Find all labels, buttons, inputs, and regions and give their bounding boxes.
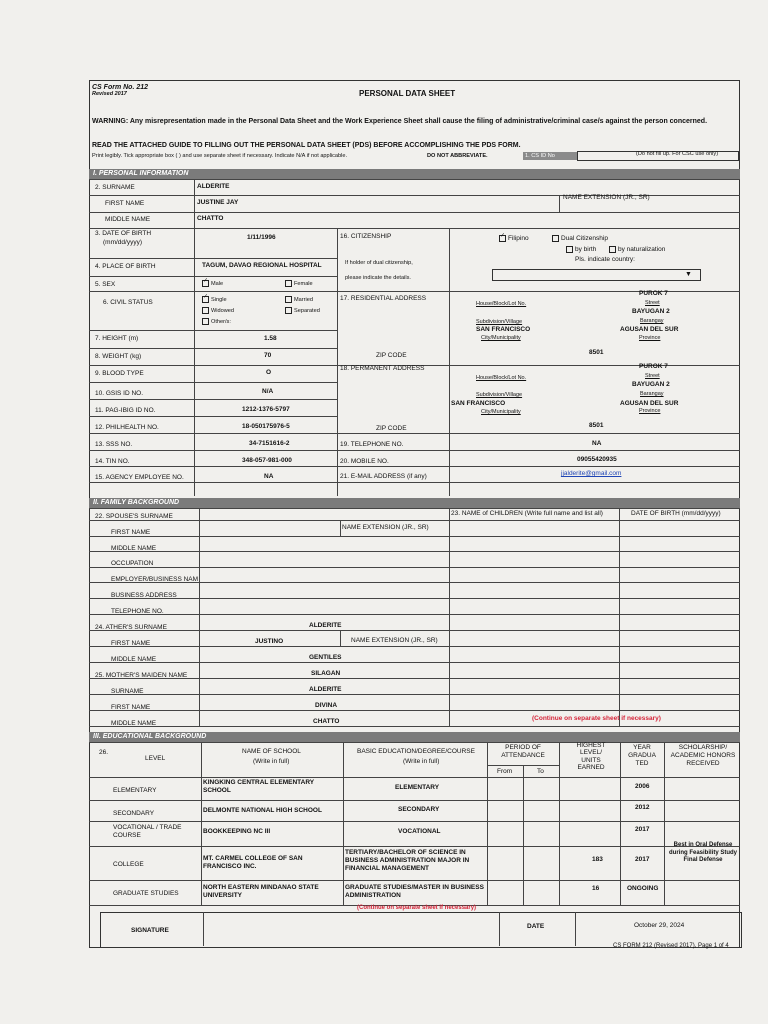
perm-house-value[interactable]: PUROK 7 <box>639 363 668 370</box>
edu-continue-note: (Continue on separate sheet if necessary) <box>357 905 477 911</box>
employer-label: EMPLOYER/BUSINESS NAM <box>111 576 199 583</box>
edu-number: 26. <box>99 749 109 756</box>
father-name-ext-label: NAME EXTENSION (JR., SR) <box>351 637 438 644</box>
spouse-telephone-label: TELEPHONE NO. <box>111 608 164 615</box>
section-educational-background: III. EDUCATIONAL BACKGROUND <box>89 732 740 742</box>
email-label: 21. E-MAIL ADDRESS (if any) <box>340 473 427 480</box>
mother-middle-name-value[interactable]: CHATTO <box>313 718 340 725</box>
by-naturalization-checkbox[interactable] <box>609 246 616 253</box>
mobile-label: 20. MOBILE NO. <box>340 458 389 465</box>
edu-level: ELEMENTARY <box>113 787 157 794</box>
married-checkbox[interactable] <box>285 296 292 303</box>
form-revised: Revised 2017 <box>92 91 127 97</box>
by-birth-checkbox[interactable] <box>566 246 573 253</box>
dob-format: (mm/dd/yyyy) <box>103 239 142 246</box>
weight-label: 8. WEIGHT (kg) <box>95 353 142 360</box>
sss-label: 13. SSS NO. <box>95 441 133 448</box>
edu-school[interactable]: DELMONTE NATIONAL HIGH SCHOOL <box>203 807 322 814</box>
perm-zip-label: ZIP CODE <box>376 425 407 432</box>
tin-label: 14. TIN NO. <box>95 458 130 465</box>
separated-option[interactable]: Separated <box>285 307 320 315</box>
business-address-label: BUSINESS ADDRESS <box>111 592 177 599</box>
year-graduated-header: YEAR GRADUA TED <box>628 744 656 767</box>
gsis-label: 10. GSIS ID NO. <box>95 390 144 397</box>
no-abbrev: DO NOT ABBREVIATE. <box>427 153 488 159</box>
gsis-value[interactable]: N/A <box>262 388 274 395</box>
first-name-label: FIRST NAME <box>105 200 145 207</box>
res-city-value[interactable]: AGUSAN DEL SUR <box>620 326 679 333</box>
occupation-label: OCCUPATION <box>111 560 154 567</box>
edu-level: SECONDARY <box>113 810 155 817</box>
section-family-background: II. FAMILY BACKGROUND <box>89 498 740 508</box>
height-label: 7. HEIGHT (m) <box>95 335 139 342</box>
dual-note-1: If holder of dual citizenship, <box>345 260 413 266</box>
section-personal-information: I. PERSONAL INFORMATION <box>89 169 740 179</box>
edu-school[interactable]: NORTH EASTERN MINDANAO STATE UNIVERSITY <box>203 884 319 899</box>
philhealth-value[interactable]: 18-050175976-5 <box>242 423 290 430</box>
period-header: PERIOD OF ATTENDANCE <box>501 744 545 759</box>
edu-course[interactable]: SECONDARY <box>398 806 440 813</box>
dual-note-2: please indicate the details. <box>345 275 411 281</box>
course-header-note: (Write in full) <box>403 758 440 765</box>
city-sublabel: City/Municipality <box>481 335 521 341</box>
children-dob-label: DATE OF BIRTH (mm/dd/yyyy) <box>631 510 721 517</box>
dob-label: 3. DATE OF BIRTH <box>95 230 152 237</box>
mother-surname-label: SURNAME <box>111 688 144 695</box>
edu-level: COLLEGE <box>113 861 144 868</box>
father-first-name-label: FIRST NAME <box>111 640 151 647</box>
school-header: NAME OF SCHOOL <box>242 748 301 755</box>
male-option[interactable]: ✓ Male <box>202 280 223 288</box>
mother-surname-value[interactable]: ALDERITE <box>309 686 342 693</box>
middle-name-label: MIDDLE NAME <box>105 216 151 223</box>
filipino-option[interactable]: ✓ Filipino <box>499 235 529 243</box>
date-value[interactable]: October 29, 2024 <box>634 922 685 929</box>
edu-school[interactable]: BOOKKEEPING NC III <box>203 828 271 835</box>
mother-maiden-label: 25. MOTHER'S MAIDEN NAME <box>95 672 188 679</box>
perm-city-value[interactable]: AGUSAN DEL SUR <box>620 400 679 407</box>
to-header: To <box>537 768 544 775</box>
father-first-name-value[interactable]: JUSTINO <box>255 638 284 645</box>
father-surname-label: 24. ATHER'S SURNAME <box>95 624 167 631</box>
perm-city-sublabel: City/Municipality <box>481 409 521 415</box>
perm-subdivision-sublabel: Subdivision/Village <box>476 392 523 398</box>
house-sublabel: House/Block/Lot No. <box>476 301 527 307</box>
edu-school[interactable]: MT. CARMEL COLLEGE OF SAN FRANCISCO INC. <box>203 855 303 870</box>
married-option[interactable]: Married <box>285 296 313 304</box>
telephone-label: 19. TELEPHONE NO. <box>340 441 404 448</box>
edu-course[interactable]: VOCATIONAL <box>398 828 441 835</box>
subdivision-sublabel: Subdivision/Village <box>476 319 523 325</box>
separated-checkbox[interactable] <box>285 307 292 314</box>
philhealth-label: 12. PHILHEALTH NO. <box>95 424 159 431</box>
sss-value[interactable]: 34-7151616-2 <box>249 440 290 447</box>
perm-street-sublabel: Street <box>645 373 660 379</box>
edu-course[interactable]: ELEMENTARY <box>395 784 440 791</box>
signature-field[interactable] <box>205 914 499 946</box>
mother-maiden-value[interactable]: SILAGAN <box>311 670 341 677</box>
edu-year[interactable]: ONGOING <box>627 885 659 892</box>
mobile-value[interactable]: 09055420935 <box>577 456 617 463</box>
edu-course[interactable]: TERTIARY/BACHELOR OF SCIENCE IN BUSINESS ADMINISTRATION MAJOR IN FINANCIAL MANAGEMENT <box>345 849 470 872</box>
perm-house-sublabel: House/Block/Lot No. <box>476 375 527 381</box>
edu-year[interactable]: 2006 <box>635 783 650 790</box>
edu-course[interactable]: GRADUATE STUDIES/MASTER IN BUSINESS ADMINISTRATION <box>345 884 484 899</box>
email-value[interactable]: jjalderite@gmail.com <box>561 470 622 477</box>
edu-year[interactable]: 2017 <box>635 826 650 833</box>
dual-checkbox[interactable] <box>552 235 559 242</box>
edu-honors[interactable]: Best in Oral Defense during Feasibility Study Final Defense <box>668 842 737 863</box>
form-title: PERSONAL DATA SHEET <box>359 89 456 98</box>
telephone-value[interactable]: NA <box>592 440 602 447</box>
date-label: DATE <box>527 923 545 930</box>
dob-value[interactable]: 1/11/1996 <box>247 234 276 241</box>
res-house-value[interactable]: PUROK 7 <box>639 290 668 297</box>
edu-units[interactable]: 16 <box>592 885 600 892</box>
mother-first-name-value[interactable]: DIVINA <box>315 702 338 709</box>
honors-header: SCHOLARSHIP/ ACADEMIC HONORS RECEIVED <box>670 744 736 767</box>
pob-value[interactable]: TAGUM, DAVAO REGIONAL HOSPITAL <box>202 262 322 269</box>
read-guide-text: READ THE ATTACHED GUIDE TO FILLING OUT THE PERSONAL DATA SHEET (PDS) BEFORE ACCOMPLISHING THE PDS FORM. <box>92 142 521 149</box>
pagibig-value[interactable]: 1212-1376-5797 <box>242 406 290 413</box>
edu-school[interactable]: KINGKING CENTRAL ELEMENTARY SCHOOL <box>203 779 314 794</box>
indicate-country: Pls. indicate country: <box>575 256 635 263</box>
female-option[interactable]: Female <box>285 280 313 288</box>
father-middle-name-label: MIDDLE NAME <box>111 656 157 663</box>
perm-province-sublabel: Province <box>639 408 661 414</box>
tin-value[interactable]: 348-057-981-000 <box>242 457 292 464</box>
name-extension-label: NAME EXTENSION (JR., SR) <box>563 194 650 201</box>
res-subdivision-value[interactable]: SAN FRANCISCO <box>476 326 531 333</box>
cs-id-label: 1. CS ID No <box>523 152 577 160</box>
perm-street-value[interactable]: BAYUGAN 2 <box>632 381 670 388</box>
school-header-note: (Write in full) <box>253 758 290 765</box>
province-sublabel: Province <box>639 335 661 341</box>
chevron-down-icon[interactable]: ▼ <box>685 271 692 278</box>
family-continue-note: (Continue on separate sheet if necessary) <box>532 715 661 722</box>
res-zip-label: ZIP CODE <box>376 352 407 359</box>
street-sublabel: Street <box>645 300 660 306</box>
children-label: 23. NAME of CHILDREN (Write full name and list all) <box>451 510 603 517</box>
edu-level: GRADUATE STUDIES <box>113 890 179 897</box>
spouse-first-name-label: FIRST NAME <box>111 529 151 536</box>
pob-label: 4. PLACE OF BIRTH <box>95 263 156 270</box>
others-checkbox[interactable] <box>202 318 209 325</box>
female-checkbox[interactable] <box>285 280 292 287</box>
edu-units[interactable]: 183 <box>592 856 603 863</box>
perm-subdivision-value[interactable]: SAN FRANCISCO <box>451 400 506 407</box>
mother-middle-name-label: MIDDLE NAME <box>111 720 157 727</box>
spouse-surname-label: 22. SPOUSE'S SURNAME <box>95 513 173 520</box>
sex-label: 5. SEX <box>95 281 116 288</box>
level-header: LEVEL <box>145 755 166 762</box>
barangay-sublabel: Barangay <box>640 318 664 324</box>
form-reference: CS FORM 212 (Revised 2017), Page 1 of 4 <box>613 943 729 949</box>
spouse-name-ext-label: NAME EXTENSION (JR., SR) <box>342 524 429 531</box>
filipino-checkbox[interactable] <box>499 235 506 242</box>
father-surname-value[interactable]: ALDERITE <box>309 622 342 629</box>
from-header: From <box>497 768 513 775</box>
by-naturalization-option[interactable]: by naturalization <box>609 246 665 254</box>
others-option[interactable]: Other/s: <box>202 318 231 326</box>
country-select[interactable] <box>492 269 701 281</box>
blood-type-label: 9. BLOOD TYPE <box>95 370 144 377</box>
res-zip-value[interactable]: 8501 <box>589 349 604 356</box>
mother-first-name-label: FIRST NAME <box>111 704 151 711</box>
course-header: BASIC EDUCATION/DEGREE/COURSE <box>357 748 475 755</box>
widowed-option[interactable]: Widowed <box>202 307 234 315</box>
father-middle-name-value[interactable]: GENTILES <box>309 654 342 661</box>
widowed-checkbox[interactable] <box>202 307 209 314</box>
perm-barangay-sublabel: Barangay <box>640 391 664 397</box>
single-option[interactable]: ✓ Single <box>202 296 227 304</box>
citizenship-label: 16. CITIZENSHIP <box>340 233 392 240</box>
civil-status-label: 6. CIVIL STATUS <box>103 299 153 306</box>
res-street-value[interactable]: BAYUGAN 2 <box>632 308 670 315</box>
blood-type-value[interactable]: O <box>266 369 272 376</box>
form-number: CS Form No. 212 <box>92 84 149 91</box>
agency-employee-value[interactable]: NA <box>264 473 274 480</box>
edu-year[interactable]: 2017 <box>635 856 650 863</box>
dual-citizenship-option[interactable]: Dual Citizenship <box>552 235 608 243</box>
pagibig-label: 11. PAG-IBIG ID NO. <box>95 407 156 414</box>
male-checkbox[interactable] <box>202 280 209 287</box>
warning-text: WARNING: Any misrepresentation made in the Personal Data Sheet and the Work Experience Sheet shall cause the filing of administrative/criminal case/s against the person concerned. <box>92 118 708 125</box>
print-note: Print legibly. Tick appropriate box ( ) and use separate sheet if necessary. Indicate N/A if not applicable. <box>92 153 348 159</box>
edu-level: VOCATIONAL / TRADE COURSE <box>113 824 182 839</box>
residential-address-label: 17. RESIDENTIAL ADDRESS <box>340 295 427 302</box>
agency-employee-label: 15. AGENCY EMPLOYEE NO. <box>95 474 184 481</box>
middle-name-value[interactable]: CHATTO <box>197 215 224 222</box>
edu-year[interactable]: 2012 <box>635 804 650 811</box>
surname-label: 2. SURNAME <box>95 184 135 191</box>
single-checkbox[interactable] <box>202 296 209 303</box>
height-value[interactable]: 1.58 <box>264 335 277 342</box>
highest-level-header: HIGHEST LEVEL/ UNITS EARNED <box>576 742 606 772</box>
permanent-address-label: 18. PERMANENT ADDRESS <box>340 365 425 372</box>
signature-label: SIGNATURE <box>131 927 169 934</box>
surname-value[interactable]: ALDERITE <box>197 183 230 190</box>
personal-data-sheet <box>89 80 740 950</box>
csc-use-only: (Do not fill up. For CSC use only) <box>636 151 719 157</box>
weight-value[interactable]: 70 <box>264 352 272 359</box>
first-name-value[interactable]: JUSTINE JAY <box>197 199 239 206</box>
spouse-middle-name-label: MIDDLE NAME <box>111 545 157 552</box>
perm-zip-value[interactable]: 8501 <box>589 422 604 429</box>
by-birth-option[interactable]: by birth <box>566 246 596 254</box>
